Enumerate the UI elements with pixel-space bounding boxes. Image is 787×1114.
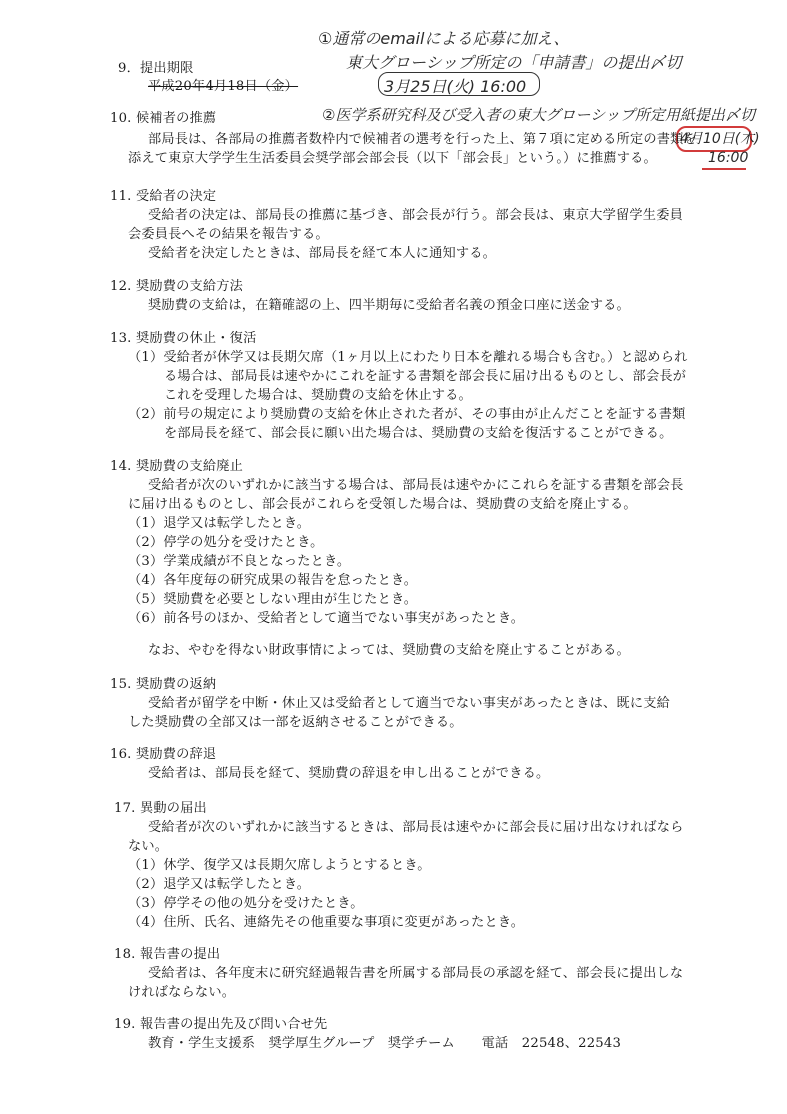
section-13-line-2: る場合は、部局長は速やかにこれを証する書類を部会長に届け出るものとし、部会長が	[164, 369, 687, 384]
section-11-line-1: 受給者の決定は、部局長の推薦に基づき、部会長が行う。部会長は、東京大学留学生委員	[148, 208, 683, 223]
section-13-line-4: （2）前号の規定により奨励費の支給を休止された者が、その事由が止んだことを証する書類	[128, 407, 686, 422]
section-18-title: 18. 報告書の提出	[114, 947, 221, 962]
section-9-date: 平成20年4月18日（金）	[148, 79, 299, 94]
section-10-line-2: 添えて東京大学学生生活委員会奨学部会部会長（以下「部会長」という。）に推薦する。	[128, 151, 657, 166]
handwritten-note-1-line-1: ①通常のemailによる応募に加え、	[318, 29, 570, 48]
section-13-line-3: これを受理した場合は、奨励費の支給を休止する。	[164, 388, 472, 403]
handwritten-note-1-date: 3月25日(火) 16:00	[384, 77, 527, 96]
section-14-item-1: （1）退学又は転学したとき。	[128, 516, 311, 531]
section-11-title: 11. 受給者の決定	[110, 189, 217, 204]
section-17-item-4: （4）住所、氏名、連絡先その他重要な事項に変更があったとき。	[128, 915, 525, 930]
section-18-line-1: 受給者は、各年度末に研究経過報告書を所属する部局長の承認を経て、部会長に提出しな	[148, 966, 684, 981]
section-15-line-2: した奨励費の全部又は一部を返納させることができる。	[128, 715, 463, 730]
section-14-item-6: （6）前各号のほか、受給者として適当でない事実があったとき。	[128, 611, 525, 626]
handwritten-note-1-line-2: 東大グローシップ所定の「申請書」の提出〆切	[346, 53, 682, 72]
section-9-title: 9．提出期限	[118, 61, 194, 76]
section-18-line-2: ければならない。	[128, 985, 236, 1000]
section-14-item-5: （5）奨励費を必要としない理由が生じたとき。	[128, 592, 418, 607]
section-13-line-1: （1）受給者が休学又は長期欠席（1ヶ月以上にわたり日本を離れる場合も含む。）と認められ	[128, 350, 688, 365]
section-17-line-1: 受給者が次のいずれかに該当するときは、部局長は速やかに部会長に届け出なければなら	[148, 820, 684, 835]
section-14-item-3: （3）学業成績が不良となったとき。	[128, 554, 351, 569]
section-15-title: 15. 奨励費の返納	[110, 677, 217, 692]
section-14-line-1: 受給者が次のいずれかに該当する場合は、部局長は速やかにこれらを証する書類を部会長	[148, 478, 684, 493]
section-19-title: 19. 報告書の提出先及び問い合せ先	[114, 1017, 328, 1032]
section-17-title: 17. 異動の届出	[114, 801, 207, 816]
section-17-item-2: （2）退学又は転学したとき。	[128, 877, 311, 892]
section-11-line-3: 受給者を決定したときは、部局長を経て本人に通知する。	[148, 246, 497, 261]
section-10-title: 10. 候補者の推薦	[110, 111, 217, 126]
section-14-note: なお、やむを得ない財政事情によっては、奨励費の支給を廃止することがある。	[148, 643, 630, 658]
handwritten-note-2-date-1: 4月10日(木)	[680, 131, 760, 147]
section-14-title: 14. 奨励費の支給廃止	[110, 459, 244, 474]
section-13-title: 13. 奨励費の休止・復活	[110, 331, 257, 346]
handwritten-note-2-date-2: 16:00	[708, 150, 749, 166]
section-14-item-2: （2）停学の処分を受けたとき。	[128, 535, 324, 550]
handwritten-underline	[702, 168, 746, 170]
section-12-line-1: 奨励費の支給は，在籍確認の上、四半期毎に受給者名義の預金口座に送金する。	[148, 298, 630, 313]
section-17-line-2: ない。	[128, 839, 169, 854]
handwritten-note-2-line-1: ②医学系研究科及び受入者の東大グローシップ所定用紙提出〆切	[322, 106, 755, 124]
section-13-line-5: を部局長を経て、部会長に願い出た場合は、奨励費の支給を復活することができる。	[164, 426, 673, 441]
section-19-contact: 教育・学生支援系 奨学厚生グループ 奨学チーム 電話 22548、22543	[148, 1036, 622, 1051]
section-12-title: 12. 奨励費の支給方法	[110, 279, 244, 294]
section-17-item-3: （3）停学その他の処分を受けたとき。	[128, 896, 364, 911]
section-10-line-1: 部局長は、各部局の推薦者数枠内で候補者の選考を行った上、第７項に定める所定の書類を	[148, 132, 697, 147]
section-14-line-2: に届け出るものとし、部会長がこれらを受領した場合は、奨励費の支給を廃止する。	[128, 497, 637, 512]
section-14-item-4: （4）各年度毎の研究成果の報告を怠ったとき。	[128, 573, 418, 588]
section-15-line-1: 受給者が留学を中断・休止又は受給者として適当でない事実があったときは、既に支給	[148, 696, 670, 711]
section-11-line-2: 会委員長へその結果を報告する。	[128, 227, 329, 242]
section-17-item-1: （1）休学、復学又は長期欠席しようとするとき。	[128, 858, 431, 873]
section-16-line-1: 受給者は、部局長を経て、奨励費の辞退を申し出ることができる。	[148, 766, 550, 781]
section-16-title: 16. 奨励費の辞退	[110, 747, 217, 762]
